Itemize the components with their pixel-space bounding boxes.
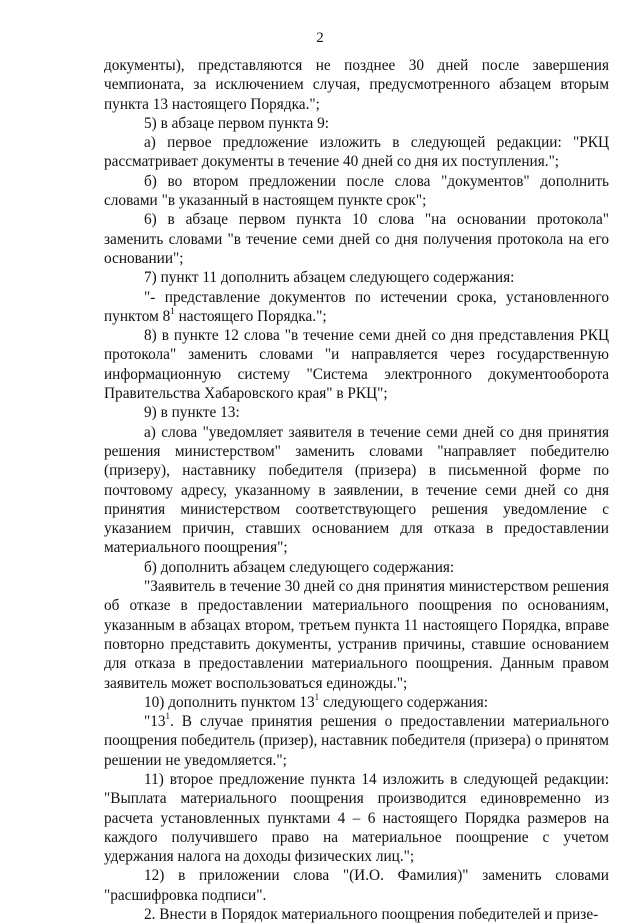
superscript-index: 1: [170, 305, 175, 316]
paragraph-text: 8) в пункте 12 слова "в течение семи дней со дня представления РКЦ протокола" заменить словами "и направляется через государственную информационную систему "Система электронного документооборота Правительства Хабаровского края" в РКЦ";: [104, 327, 609, 403]
superscript-index: 1: [314, 691, 320, 702]
paragraph: [104, 693, 609, 712]
paragraph: [104, 712, 609, 770]
paragraph-text: а) первое предложение изложить в следующей редакции: "РКЦ рассматривает документы в течение 40 дней со дня их поступления.";: [104, 134, 609, 171]
paragraph-text: 5) в абзаце первом пункта 9:: [144, 114, 330, 132]
paragraph-text: "- представление документов по истечении срока, установленного пунктом 8: [104, 288, 609, 325]
paragraph: [104, 268, 609, 287]
paragraph: [104, 905, 609, 924]
paragraph: [104, 114, 609, 133]
paragraph-text: . В случае принятия решения о предоставлении материального поощрения победитель (призер), наставник победителя (призера) о принятом решении не уведомляется.";: [104, 713, 609, 769]
paragraph-text: настоящего Порядка.";: [174, 307, 327, 325]
paragraph: [104, 288, 609, 327]
paragraph-text: 2. Внести в Порядок материального поощрения победителей и призе-: [144, 906, 599, 924]
paragraph-text: 12) в приложении слова "(И.О. Фамилия)" заменить словами "расшифровка подписи".: [104, 867, 609, 904]
paragraph: [104, 423, 609, 558]
paragraph-text: документы), представляются не позднее 30 дней после завершения чемпионата, за исключением случая, предусмотренного абзацем вторым пункта 13 настоящего Порядка.";: [104, 57, 609, 113]
paragraph: [104, 56, 609, 114]
paragraph-text: 10) дополнить пунктом 13: [144, 693, 315, 711]
paragraph-text: 6) в абзаце первом пункта 10 слова "на основании протокола" заменить словами "в течение семи дней со дня получения протокола на его основании";: [104, 211, 609, 267]
paragraph: [104, 133, 609, 172]
paragraph-text: "Заявитель в течение 30 дней со дня принятия министерством решения об отказе в предоставлении материального поощрения по основаниям, указанным в абзацах втором, третьем пункта 11 настоящего Порядка, вправе повторно представить документы, устранив причины, ставшие основанием для отказа в предоставлении материального поощрения. Данным правом заявитель может воспользоваться единожды.";: [104, 578, 609, 692]
paragraph: [104, 210, 609, 268]
paragraph-text: 7) пункт 11 дополнить абзацем следующего содержания:: [144, 269, 515, 287]
paragraph: [104, 326, 609, 403]
paragraph: [104, 866, 609, 905]
document-body: [104, 56, 609, 924]
paragraph-text: следующего содержания:: [319, 693, 489, 711]
paragraph: [104, 577, 609, 693]
page-number: 2: [316, 30, 324, 46]
paragraph-text: б) дополнить абзацем следующего содержания:: [144, 558, 455, 576]
superscript-index: 1: [165, 711, 171, 721]
paragraph: [104, 558, 609, 577]
paragraph-text: 11) второе предложение пункта 14 изложить в следующей редакции: "Выплата материального поощрения производится единовременно из расчета установленных пунктами 4 – 6 настоящего Порядка размеров на каждого получившего право на материальное поощрение с учетом удержания налога на доходы физических лиц.";: [104, 770, 609, 866]
paragraph-text: 9) в пункте 13:: [144, 404, 240, 422]
paragraph: [104, 403, 609, 422]
paragraph-text: а) слова "уведомляет заявителя в течение семи дней со дня принятия решения министерством" заменить словами "направляет победителю (призеру), наставнику победителя (призера) в письменной форме по почтовому адресу, указанному в заявлении, в течение семи дней со дня принятия министерством соответствующего решения уведомление с указанием причин, ставших основанием для отказа в предоставлении материального поощрения";: [104, 423, 609, 557]
paragraph-text: б) во втором предложении после слова "документов" дополнить словами "в указанный в настоящем пункте срок";: [104, 172, 609, 210]
paragraph: [104, 172, 609, 211]
paragraph: [104, 770, 609, 866]
paragraph-text: "13: [144, 713, 166, 731]
